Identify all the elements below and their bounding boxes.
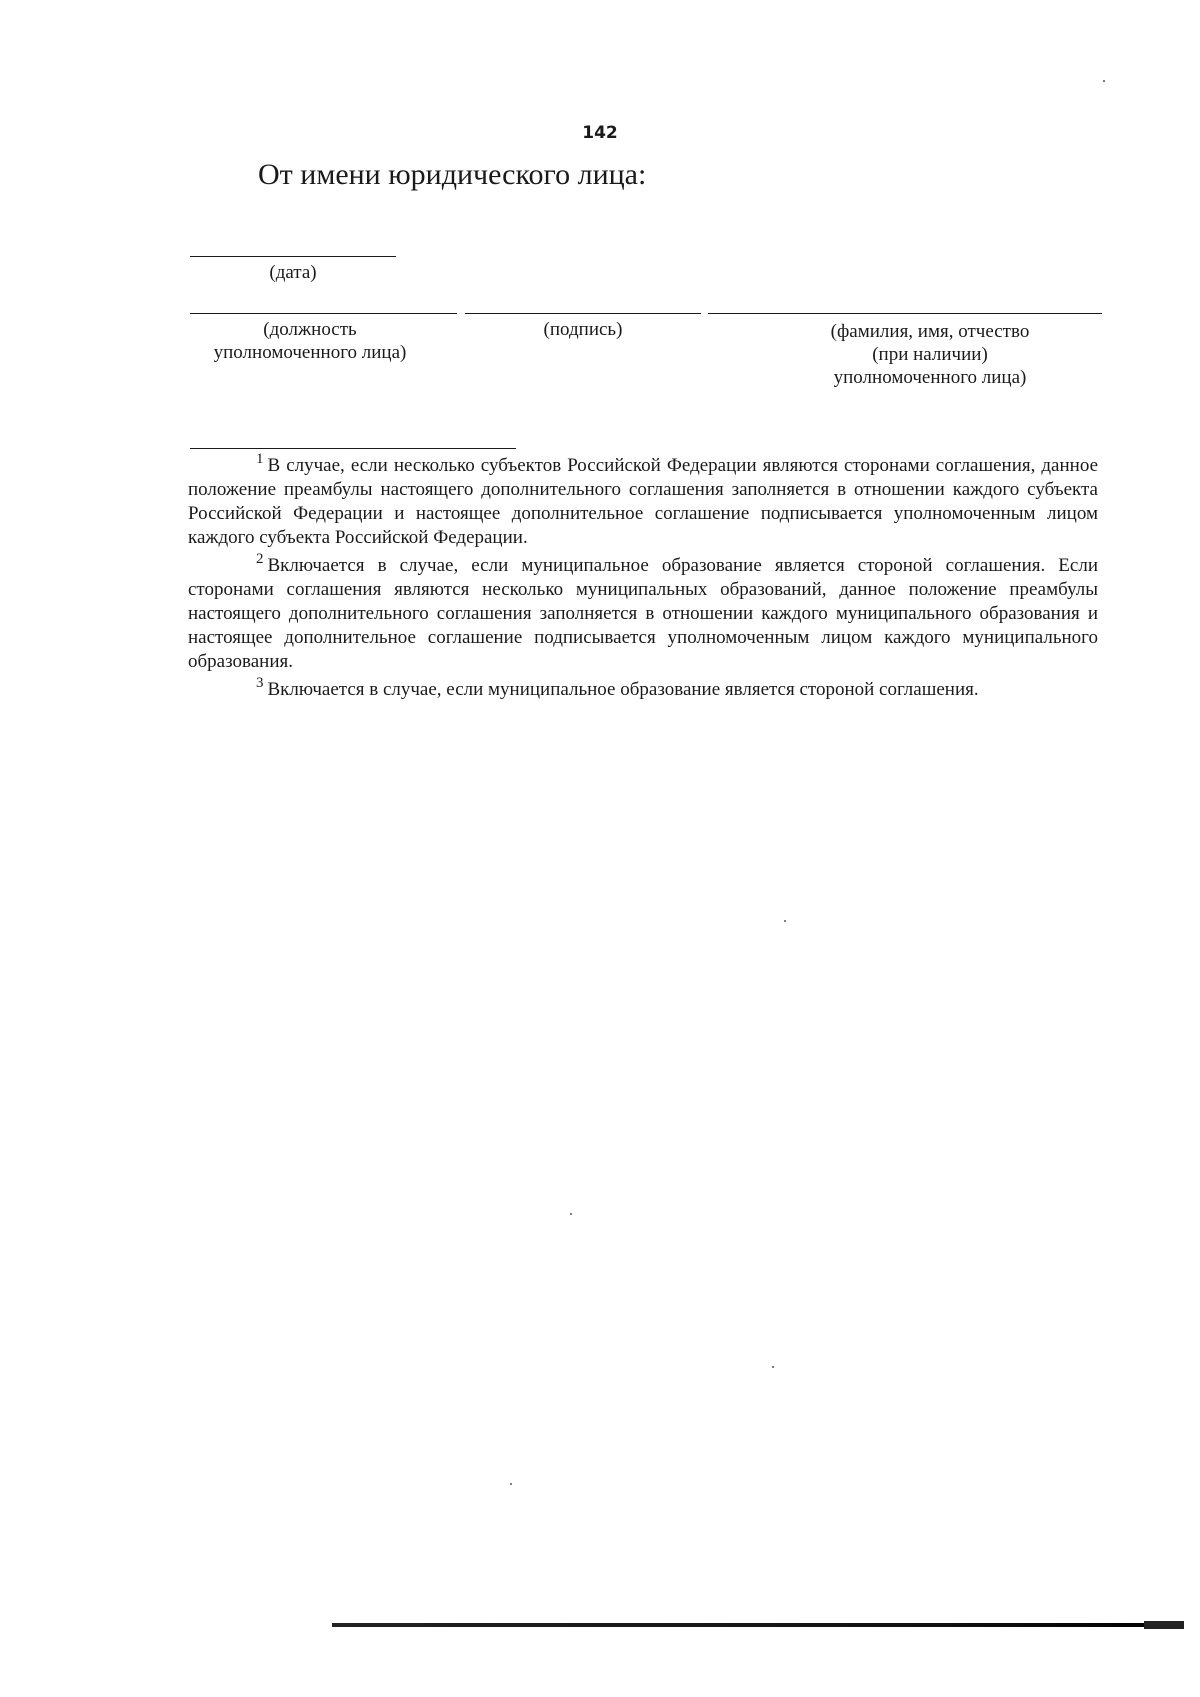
footnote-text: Включается в случае, если муниципальное образование является стороной соглашения. Если сторонами соглашения являются несколько муниципальных образований, данное положение преамбулы настоящего дополнительного соглашения заполняется в отношении каждого муниципального образования и настоящее дополнительное соглашение подписывается уполномоченным лицом каждого муниципального образования. xyxy=(188,555,1098,672)
date-line xyxy=(190,256,396,257)
page-title: От имени юридического лица: xyxy=(258,158,647,191)
footnotes xyxy=(188,450,1098,706)
name-label-line-1: (фамилия, имя, отчество xyxy=(830,321,1030,342)
footnote-separator xyxy=(190,448,516,449)
footnote-3 xyxy=(188,674,1098,702)
scan-speck xyxy=(510,1483,512,1485)
name-label-line-2: (при наличии) xyxy=(872,344,988,365)
position-label: (должность уполномоченного лица) xyxy=(213,319,407,363)
footnote-text: В случае, если несколько субъектов Российской Федерации являются сторонами соглашения, данное положение преамбулы настоящего дополнительного соглашения заполняется в отношении каждого субъекта Российской Федерации и настоящее дополнительное соглашение подписывается уполномоченным лицом каждого субъекта Российской Федерации. xyxy=(188,455,1098,548)
footnote-marker: 1 xyxy=(256,450,264,467)
name-label-line-3: уполномоченного лица) xyxy=(833,367,1027,388)
name-line xyxy=(708,313,1102,314)
footnote-marker: 2 xyxy=(256,550,264,567)
page-number: 142 xyxy=(582,123,618,143)
scan-speck xyxy=(570,1213,572,1215)
signature-line xyxy=(465,313,701,314)
footnote-text: Включается в случае, если муниципальное образование является стороной соглашения. xyxy=(267,679,979,700)
scan-edge-bar xyxy=(332,1623,1184,1627)
scan-speck xyxy=(772,1366,774,1368)
scan-speck xyxy=(784,920,786,922)
scan-speck xyxy=(1103,80,1105,82)
footnote-2 xyxy=(188,550,1098,674)
footnote-1 xyxy=(188,450,1098,550)
footnote-marker: 3 xyxy=(256,674,264,691)
signature-label: (подпись) xyxy=(543,319,623,340)
date-label: (дата) xyxy=(269,262,317,283)
position-line xyxy=(190,313,457,314)
